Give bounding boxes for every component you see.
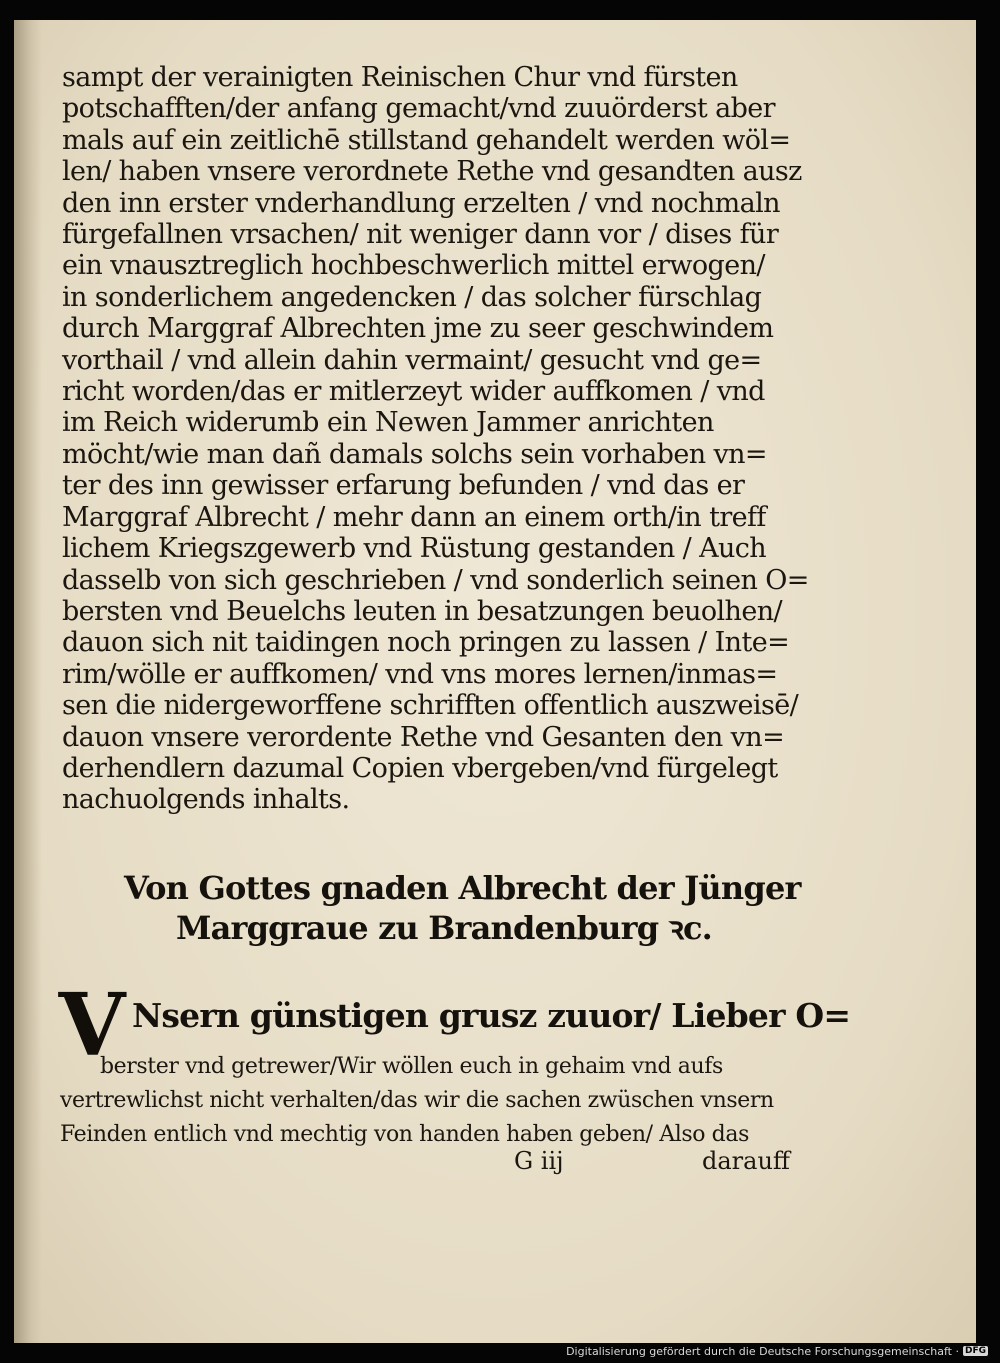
text-line: durch Marggraf Albrechten jme zu seer geschwindem bbox=[62, 313, 774, 345]
text-line: nachuolgends inhalts. bbox=[62, 784, 350, 816]
dfg-logo: DFG bbox=[964, 1346, 986, 1356]
text-line: in sonderlichem angedencken / das solcher fürschlag bbox=[62, 281, 762, 313]
text-line: potschafften/der anfang gemacht/vnd zuuörderst aber bbox=[62, 93, 775, 125]
digitization-footer bbox=[566, 1343, 988, 1359]
text-line: len/ haben vnsere verordnete Rethe vnd gesandten ausz bbox=[62, 156, 802, 188]
book-page bbox=[14, 20, 976, 1343]
text-line: vorthail / vnd allein dahin vermaint/ gesucht vnd ge= bbox=[62, 344, 762, 376]
text-line: dasselb von sich geschrieben / vnd sonderlich seinen O= bbox=[62, 564, 809, 596]
heading-line: Von Gottes gnaden Albrecht der Jünger bbox=[124, 869, 801, 907]
text-line: ein vnausztreglich hochbeschwerlich mittel erwogen/ bbox=[62, 250, 765, 282]
letter-line: vertrewlichst nicht verhalten/das wir die sachen zwüschen vnsern bbox=[60, 1088, 774, 1113]
page-gutter-shadow bbox=[14, 20, 42, 1343]
letter-line: berster vnd getrewer/Wir wöllen euch in gehaim vnd aufs bbox=[100, 1054, 723, 1079]
text-line: fürgefallnen vrsachen/ nit weniger dann vor / dises für bbox=[62, 219, 779, 251]
letter-first-line: Nsern günstigen grusz zuuor/ Lieber O= bbox=[132, 996, 851, 1035]
text-line: bersten vnd Beuelchs leuten in besatzungen beuolhen/ bbox=[62, 595, 783, 627]
footer-credit: Digitalisierung gefördert durch die Deutsche Forschungsgemeinschaft · bbox=[566, 1344, 959, 1358]
signature-mark: G iij bbox=[514, 1147, 564, 1175]
text-line: Marggraf Albrecht / mehr dann an einem orth/in treff bbox=[62, 501, 766, 533]
catchword: darauff bbox=[702, 1147, 790, 1175]
text-line: sen die nidergeworffene schrifften offentlich auszweisē/ bbox=[62, 690, 799, 722]
text-line: sampt der verainigten Reinischen Chur vnd fürsten bbox=[62, 62, 738, 93]
decorated-initial: V bbox=[58, 975, 126, 1076]
letter-heading bbox=[124, 868, 801, 948]
text-line: ter des inn gewisser erfarung befunden / vnd das er bbox=[62, 470, 745, 502]
main-text-block bbox=[62, 62, 822, 816]
text-line: möcht/wie man dañ damals solchs sein vorhaben vn= bbox=[62, 438, 767, 470]
text-line: mals auf ein zeitlichē stillstand gehandelt werden wöl= bbox=[62, 124, 791, 156]
text-line: lichem Kriegszgewerb vnd Rüstung gestanden / Auch bbox=[62, 533, 767, 565]
text-line: im Reich widerumb ein Newen Jammer anrichten bbox=[62, 407, 714, 439]
letter-text-block bbox=[60, 1050, 820, 1152]
text-line: rim/wölle er auffkomen/ vnd vns mores lernen/inmas= bbox=[62, 658, 778, 690]
heading-line: Marggraue zu Brandenburg ꝛc. bbox=[175, 909, 713, 947]
text-line: richt worden/das er mitlerzeyt wider auffkomen / vnd bbox=[62, 376, 765, 408]
text-line: den inn erster vnderhandlung erzelten / vnd nochmaln bbox=[62, 187, 780, 219]
text-line: dauon sich nit taidingen noch pringen zu lassen / Inte= bbox=[62, 627, 790, 659]
text-line: dauon vnsere verordente Rethe vnd Gesanten den vn= bbox=[62, 721, 785, 753]
text-line: derhendlern dazumal Copien vbergeben/vnd fürgelegt bbox=[62, 752, 778, 784]
letter-line: Feinden entlich vnd mechtig von handen haben geben/ Also das bbox=[60, 1122, 749, 1147]
